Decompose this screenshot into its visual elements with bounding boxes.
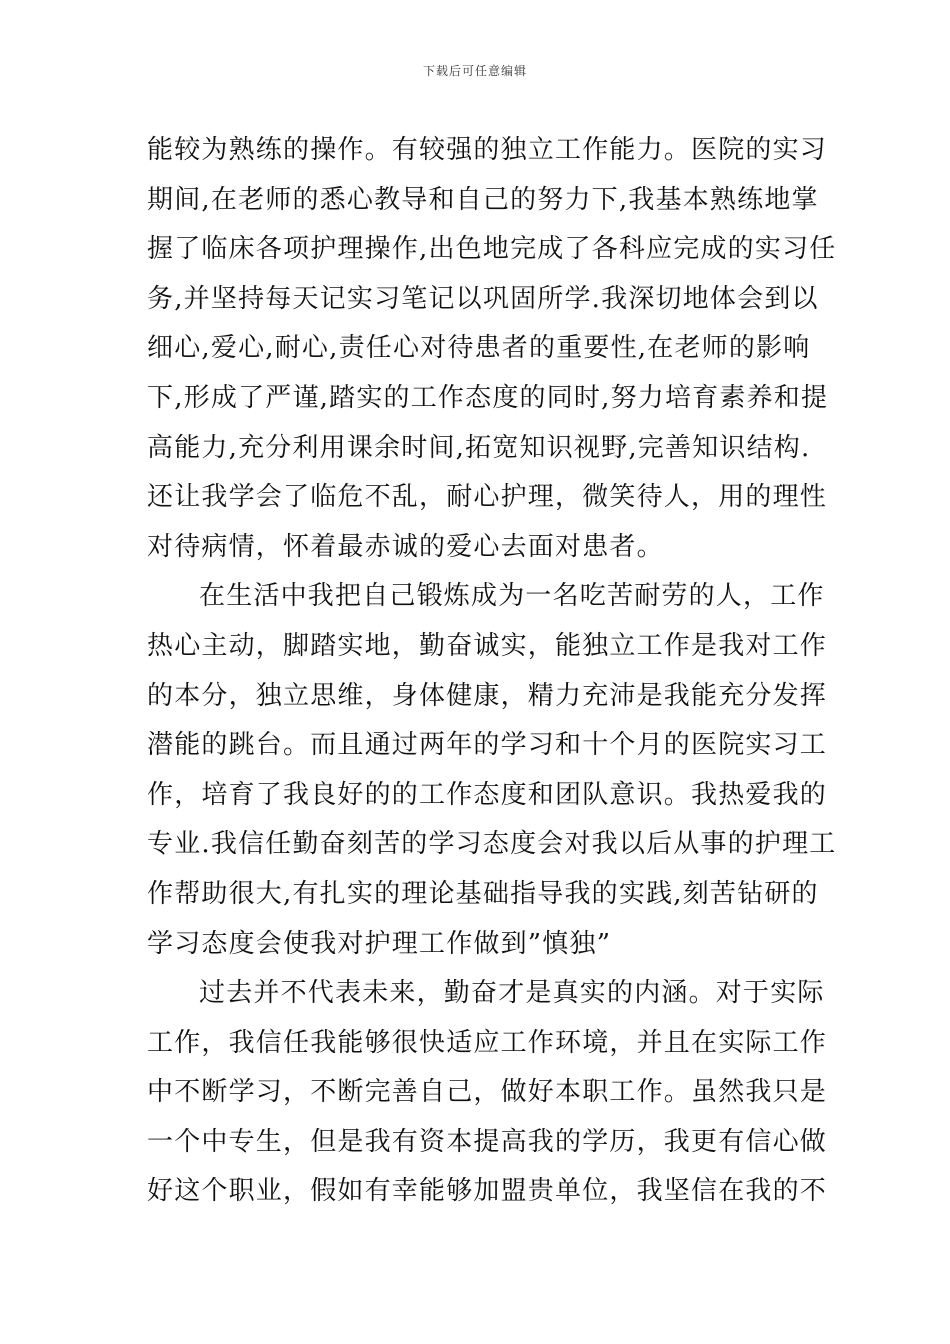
text-line: 作帮助很大,有扎实的理论基础指导我的实践,刻苦钻研的	[147, 878, 819, 909]
header-note: 下载后可任意编辑	[422, 64, 527, 78]
text-line: 专业.我信任勤奋刻苦的学习态度会对我以后从事的护理工	[147, 829, 837, 860]
text-line: 细心,爱心,耐心,责任心对待患者的重要性,在老师的影响	[147, 333, 811, 364]
paragraph	[147, 126, 837, 572]
text-line: 下,形成了严谨,踏实的工作态度的同时,努力培育素养和提	[147, 382, 829, 413]
text-line: 作，培育了我良好的的工作态度和团队意识。我热爱我的	[147, 779, 828, 810]
text-line: 握了临床各项护理操作,出色地完成了各科应完成的实习任	[147, 234, 837, 265]
text-line: 的本分，独立思维，身体健康，精力充沛是我能充分发挥	[147, 680, 828, 711]
text-line: 在生活中我把自己锻炼成为一名吃苦耐劳的人，工作	[199, 581, 825, 612]
text-line: 热心主动，脚踏实地，勤奋诚实，能独立工作是我对工作	[147, 630, 828, 661]
text-line: 中不断学习，不断完善自己，做好本职工作。虽然我只是	[147, 1077, 828, 1108]
text-line: 潜能的跳台。而且通过两年的学习和十个月的医院实习工	[147, 730, 828, 761]
text-line: 学习态度会使我对护理工作做到”慎独”	[147, 928, 612, 959]
text-line: 期间,在老师的悉心教导和自己的努力下,我基本熟练地掌	[147, 184, 819, 215]
text-line: 高能力,充分利用课余时间,拓宽知识视野,完善知识结构.	[147, 432, 811, 463]
text-line: 一个中专生，但是我有资本提高我的学历，我更有信心做	[147, 1126, 828, 1157]
text-line: 还让我学会了临危不乱，耐心护理，微笑待人，用的理性	[147, 482, 828, 513]
text-line: 过去并不代表未来，勤奋才是真实的内涵。对于实际	[199, 978, 825, 1009]
body-text	[147, 126, 837, 1217]
text-line: 好这个职业，假如有幸能够加盟贵单位，我坚信在我的不	[147, 1176, 828, 1207]
text-line: 能较为熟练的操作。有较强的独立工作能力。医院的实习	[147, 135, 828, 165]
text-line: 对待病情，怀着最赤诚的爱心去面对患者。	[147, 531, 664, 562]
paragraph	[147, 572, 837, 969]
paragraph	[147, 969, 828, 1217]
text-line: 工作，我信任我能够很快适应工作环境，并且在实际工作	[147, 1027, 828, 1058]
text-line: 务,并坚持每天记实习笔记以巩固所学.我深切地体会到以	[147, 283, 819, 314]
